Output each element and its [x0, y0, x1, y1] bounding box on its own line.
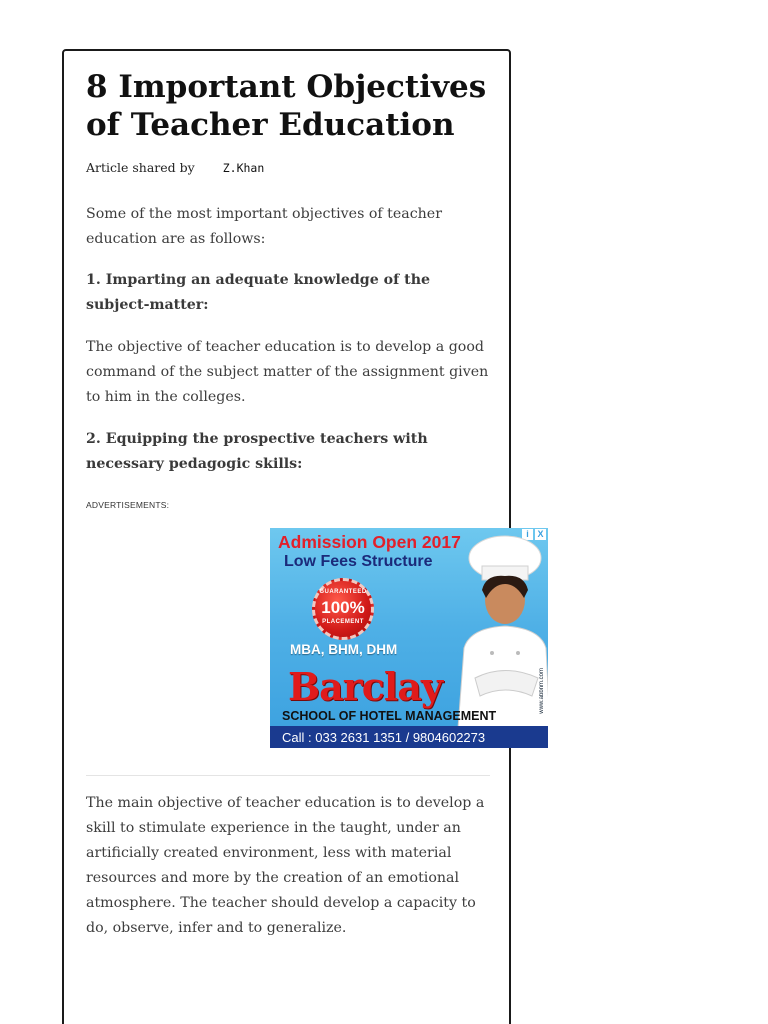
ad-close-icon[interactable]: X — [535, 529, 546, 540]
seal-top-text: GUARANTEED — [319, 589, 367, 595]
article-title: 8 Important Objectives of Teacher Education — [86, 69, 487, 143]
ad-call-number: Call : 033 2631 1351 / 9804602273 — [282, 730, 486, 745]
ad-programs: MBA, BHM, DHM — [290, 642, 398, 657]
section-body-2: The main objective of teacher education is to develop a skill to stimulate experience in the taught, under an artificially created environment, less with material resources and more by the creation of an emotional atmosphere. The teacher should develop a capacity to do, observe, infer and to generalize. — [86, 795, 485, 936]
ad-school-name: SCHOOL OF HOTEL MANAGEMENT — [282, 709, 497, 723]
section-heading-2: 2. Equipping the prospective teachers with necessary pedagogic skills: — [86, 431, 428, 472]
advertisements-label: ADVERTISEMENTS: — [86, 500, 170, 510]
byline-prefix: Article shared by — [86, 160, 195, 175]
section-heading-1: 1. Imparting an adequate knowledge of the subject-matter: — [86, 272, 431, 313]
ad-info-icon[interactable]: i — [522, 529, 533, 540]
section-body-1: The objective of teacher education is to develop a good command of the subject matter of the assignment given to him in the colleges. — [86, 339, 489, 405]
byline — [86, 160, 264, 175]
intro-paragraph: Some of the most important objectives of teacher education are as follows: — [86, 206, 442, 247]
ad-banner[interactable] — [270, 528, 548, 748]
ad-site-url: www.abbnm.com — [539, 668, 545, 714]
ad-brand-logo: Barclay — [288, 664, 443, 709]
ad-subheadline: Low Fees Structure — [284, 553, 433, 570]
seal-percent: 100% — [321, 598, 365, 617]
placement-seal — [312, 578, 374, 640]
seal-bottom-text: PLACEMENT — [322, 619, 364, 625]
author-link[interactable]: Z.Khan — [222, 161, 265, 175]
divider — [86, 775, 490, 776]
ad-headline: Admission Open 2017 — [278, 532, 461, 552]
